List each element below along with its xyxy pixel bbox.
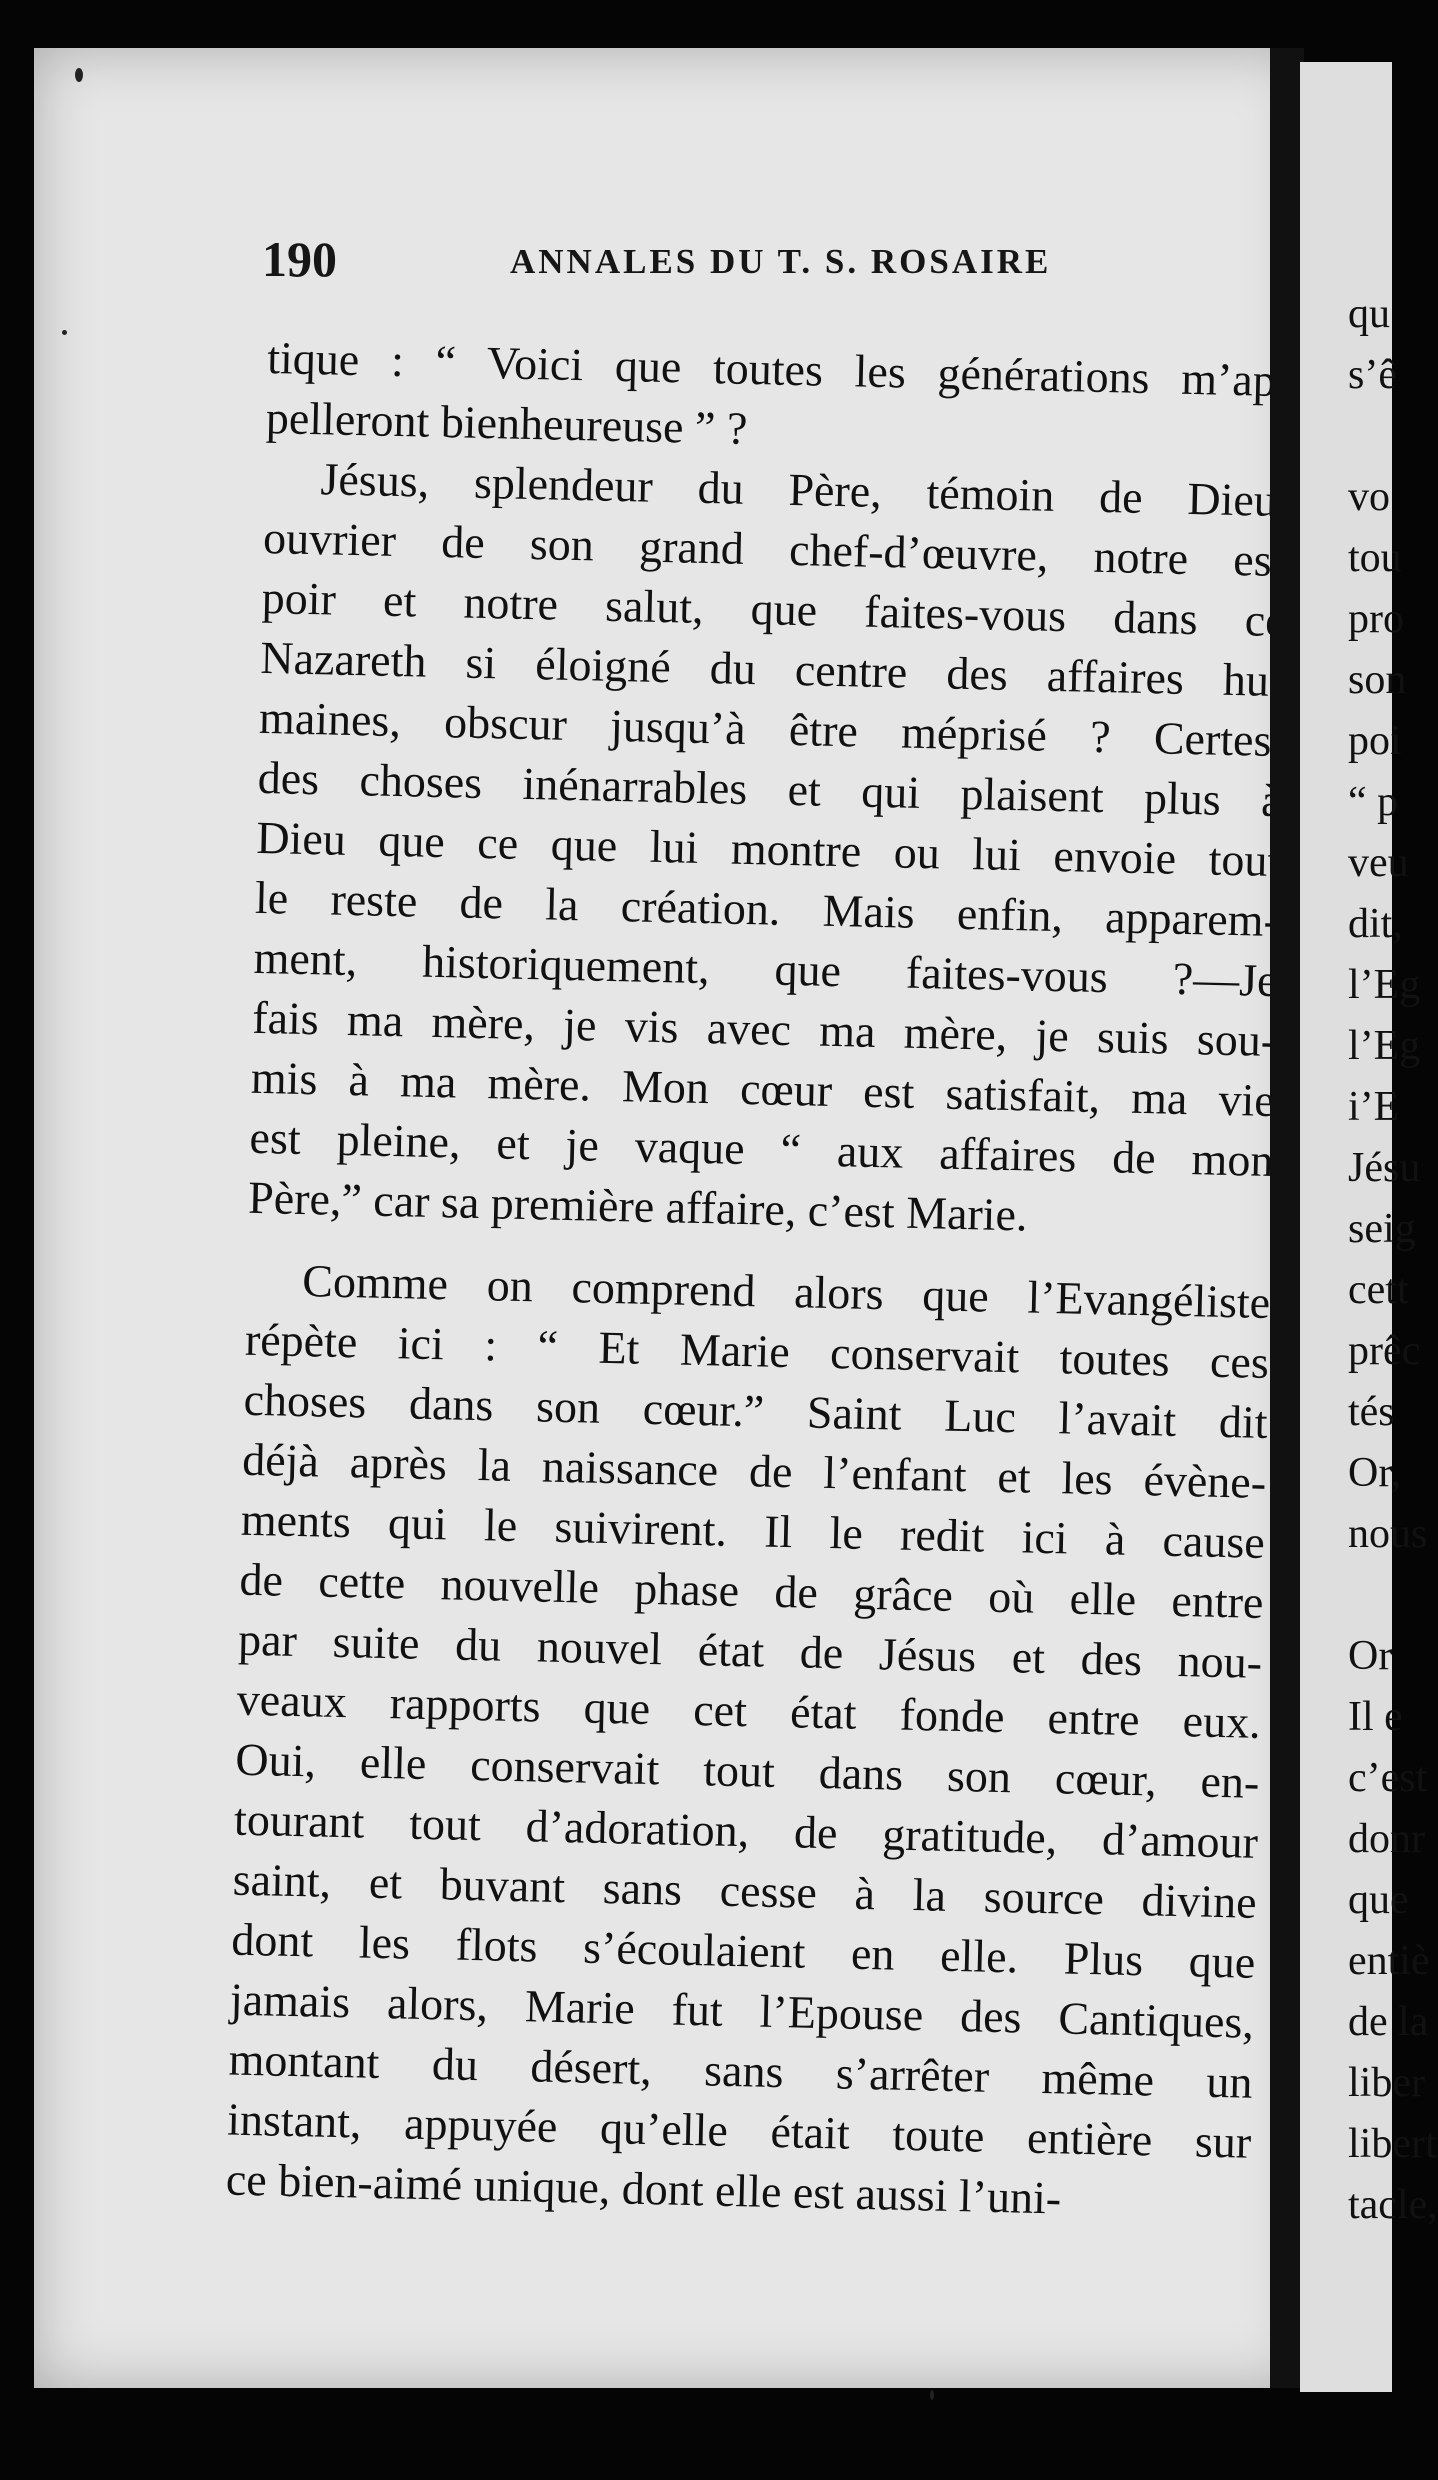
facing-text-line: vo <box>1348 474 1390 520</box>
facing-text-line: “ p <box>1348 779 1399 825</box>
text-line: jamais alors, Marie fut l’Epouse des Cantiques, <box>229 1973 1255 2048</box>
text-line: Père,” car sa première affaire, c’est Marie. <box>247 1171 1029 1241</box>
facing-text-line: Or, <box>1348 1450 1402 1496</box>
text-line: répète ici : “ Et Marie conservait toutes ces <box>244 1313 1270 1388</box>
facing-text-line: tés <box>1348 1389 1395 1435</box>
text-line: choses dans son cœur.” Saint Luc l’avait dit <box>243 1373 1269 1448</box>
text-line: ments qui le suivirent. Il le redit ici à cause <box>240 1493 1266 1568</box>
facing-text-line: l’Eg <box>1348 1023 1421 1069</box>
facing-text-line: donr <box>1348 1816 1425 1862</box>
facing-text-line: i’E <box>1348 1084 1400 1130</box>
text-line: mis à ma mère. Mon cœur est satisfait, ma vie <box>250 1051 1276 1127</box>
facing-text-line: seig <box>1348 1206 1416 1252</box>
facing-text-line: Or <box>1348 1633 1393 1679</box>
text-line: Dieu que ce que lui montre ou lui envoie tout <box>255 811 1281 887</box>
text-line: Oui, elle conservait tout dans son cœur, en- <box>234 1733 1260 1808</box>
facing-text-line: prêc <box>1348 1328 1421 1374</box>
scan-speck <box>75 68 83 82</box>
text-line: par suite du nouvel état de Jésus et des nou- <box>237 1613 1263 1688</box>
body-text <box>225 328 1292 2233</box>
facing-text-line: Il e <box>1348 1694 1403 1740</box>
text-line: veaux rapports que cet état fonde entre eux. <box>236 1673 1262 1748</box>
text-line: dont les flots s’écoulaient en elle. Plus que <box>230 1913 1256 1988</box>
facing-text-line: pro <box>1348 596 1404 642</box>
facing-text-line: tacle, <box>1348 2182 1438 2228</box>
text-line: tique : “ Voici que toutes les générations m’ap- <box>266 331 1292 407</box>
text-line: est pleine, et je vaque “ aux affaires de mon <box>249 1111 1274 1187</box>
facing-text-line: Jésu <box>1348 1145 1421 1191</box>
page-header <box>0 230 1270 300</box>
facing-text-line: qu <box>1348 291 1390 337</box>
facing-text-line: son <box>1348 657 1407 703</box>
facing-text-line: dit, <box>1348 901 1403 947</box>
text-line: Comme on comprend alors que l’Evangéliste <box>301 1255 1271 1328</box>
facing-text-line: de la <box>1348 1999 1429 2045</box>
facing-text-line: veu <box>1348 840 1409 886</box>
text-line: ouvrier de son grand chef-d’œuvre, notre es- <box>262 511 1288 587</box>
text-line: ment, historiquement, que faites-vous ?—Je <box>253 931 1279 1007</box>
facing-text-line: s’ê <box>1348 352 1397 398</box>
text-line: saint, et buvant sans cesse à la source divine <box>232 1853 1258 1928</box>
facing-text-line: tou <box>1348 535 1402 581</box>
page-number: 190 <box>262 231 337 287</box>
facing-text-line: nous <box>1348 1511 1428 1557</box>
text-line: poir et notre salut, que faites-vous dans ce <box>261 571 1287 647</box>
text-line: des choses inénarrables et qui plaisent plus à <box>257 751 1283 827</box>
facing-text-line: liber <box>1348 2060 1425 2106</box>
facing-text-line: l’Eg <box>1348 962 1421 1008</box>
facing-text-line: poi <box>1348 718 1402 764</box>
text-line: montant du désert, sans s’arrêter même un <box>228 2033 1254 2108</box>
text-line: Nazareth si éloigné du centre des affaires hu- <box>259 631 1285 707</box>
text-line: déjà après la naissance de l’enfant et les évène- <box>241 1433 1267 1508</box>
facing-text-line: cett <box>1348 1267 1409 1313</box>
text-line: le reste de la création. Mais enfin, apparem- <box>254 871 1280 947</box>
text-line: ce bien-aimé unique, dont elle est aussi l’uni- <box>225 2153 1062 2224</box>
scan-speck <box>930 2390 934 2400</box>
text-line: tourant tout d’adoration, de gratitude, d’amour <box>233 1793 1259 1868</box>
facing-text-line: libert <box>1348 2121 1437 2167</box>
facing-text-line: entiè <box>1348 1938 1430 1984</box>
facing-text-line: c’est <box>1348 1755 1428 1801</box>
text-line: fais ma mère, je vis avec ma mère, je suis sou- <box>251 991 1277 1067</box>
text-line: Jésus, splendeur du Père, témoin de Dieu, <box>320 453 1289 527</box>
text-line: de cette nouvelle phase de grâce où elle entre <box>239 1553 1264 1628</box>
scan-speck <box>62 330 67 335</box>
text-line: pelleront bienheureuse ” ? <box>265 391 748 454</box>
facing-page <box>1300 62 1438 2392</box>
facing-text-line: que <box>1348 1877 1409 1923</box>
text-line: maines, obscur jusqu’à être méprisé ? Certes, <box>258 691 1284 767</box>
running-head: ANNALES DU T. S. ROSAIRE <box>510 242 1052 281</box>
text-line: instant, appuyée qu’elle était toute entière sur <box>226 2093 1252 2168</box>
